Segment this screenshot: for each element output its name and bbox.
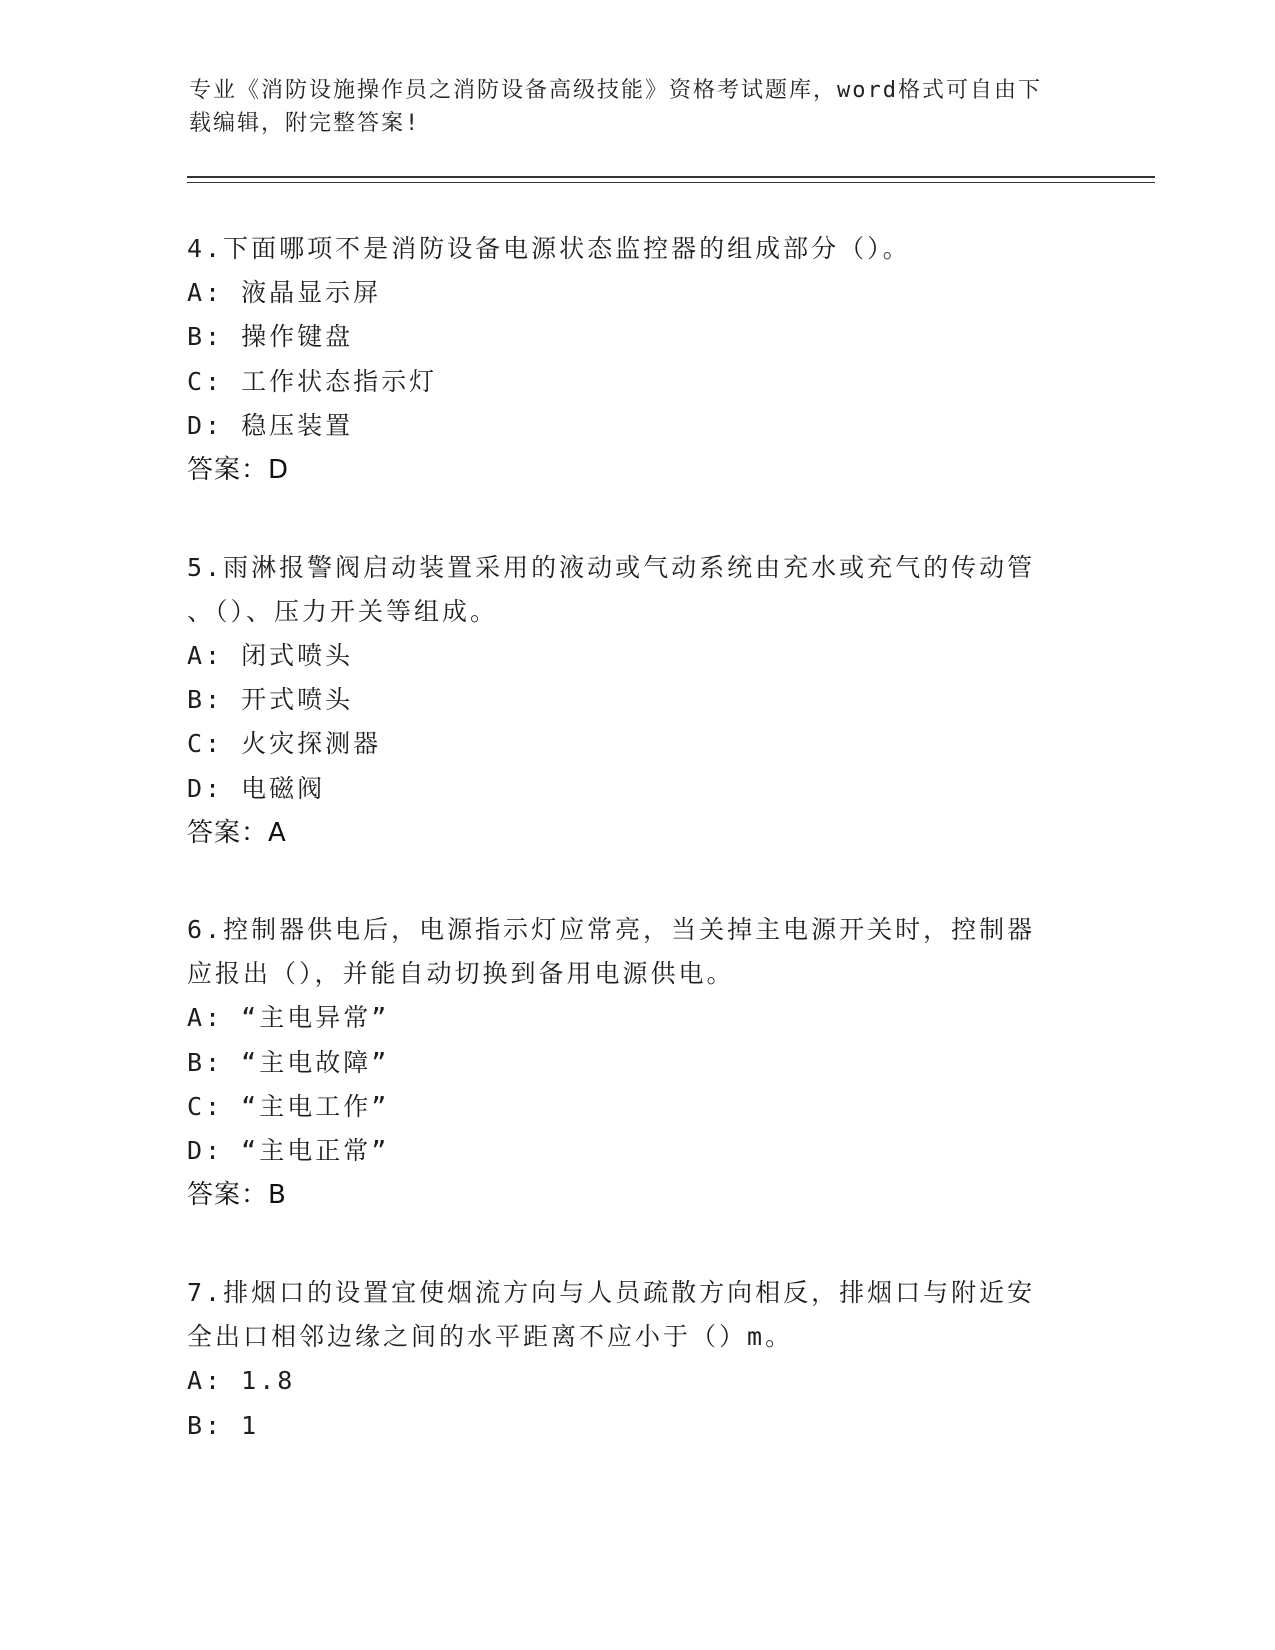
question-5-stem-line-2: 、（）、压力开关等组成。 (187, 597, 499, 626)
question-6-option-b: B: “主电故障” (187, 1048, 390, 1077)
question-4-option-a: A: 液晶显示屏 (187, 278, 382, 307)
question-4-answer: 答案：D (187, 455, 290, 485)
question-5-option-d: D: 电磁阀 (187, 774, 326, 803)
question-6-option-a: A: “主电异常” (187, 1003, 390, 1032)
question-7-option-a: A: 1.8 (187, 1366, 296, 1395)
question-5-option-c: C: 火灾探测器 (187, 729, 382, 758)
question-7-option-b: B: 1 (187, 1411, 260, 1440)
question-4-option-b: B: 操作键盘 (187, 322, 354, 351)
question-6-answer: 答案：B (187, 1180, 287, 1210)
question-6-stem-line-1: 6.控制器供电后，电源指示灯应常亮，当关掉主电源开关时，控制器 (187, 915, 1036, 944)
question-5-option-a: A: 闭式喷头 (187, 641, 354, 670)
question-7-stem-line-2: 全出口相邻边缘之间的水平距离不应小于（）m。 (187, 1322, 794, 1351)
question-4-option-c: C: 工作状态指示灯 (187, 367, 438, 396)
question-5-stem-line-1: 5.雨淋报警阀启动装置采用的液动或气动系统由充水或充气的传动管 (187, 553, 1036, 582)
header-line-2: 载编辑，附完整答案! (189, 111, 421, 136)
header-divider-thin (187, 182, 1155, 183)
question-4-option-d: D: 稳压装置 (187, 411, 354, 440)
question-6-option-d: D: “主电正常” (187, 1136, 390, 1165)
question-6-option-c: C: “主电工作” (187, 1092, 390, 1121)
question-6-stem-line-2: 应报出（），并能自动切换到备用电源供电。 (187, 959, 735, 988)
document-header (189, 74, 1069, 140)
question-4-stem: 4.下面哪项不是消防设备电源状态监控器的组成部分（）。 (187, 234, 911, 263)
header-line-1: 专业《消防设施操作员之消防设备高级技能》资格考试题库，word格式可自由下 (189, 78, 1042, 103)
question-5-option-b: B: 开式喷头 (187, 685, 354, 714)
question-7-stem-line-1: 7.排烟口的设置宜使烟流方向与人员疏散方向相反，排烟口与附近安 (187, 1278, 1036, 1307)
question-5-answer: 答案：A (187, 818, 287, 848)
header-divider-thick (187, 176, 1155, 178)
